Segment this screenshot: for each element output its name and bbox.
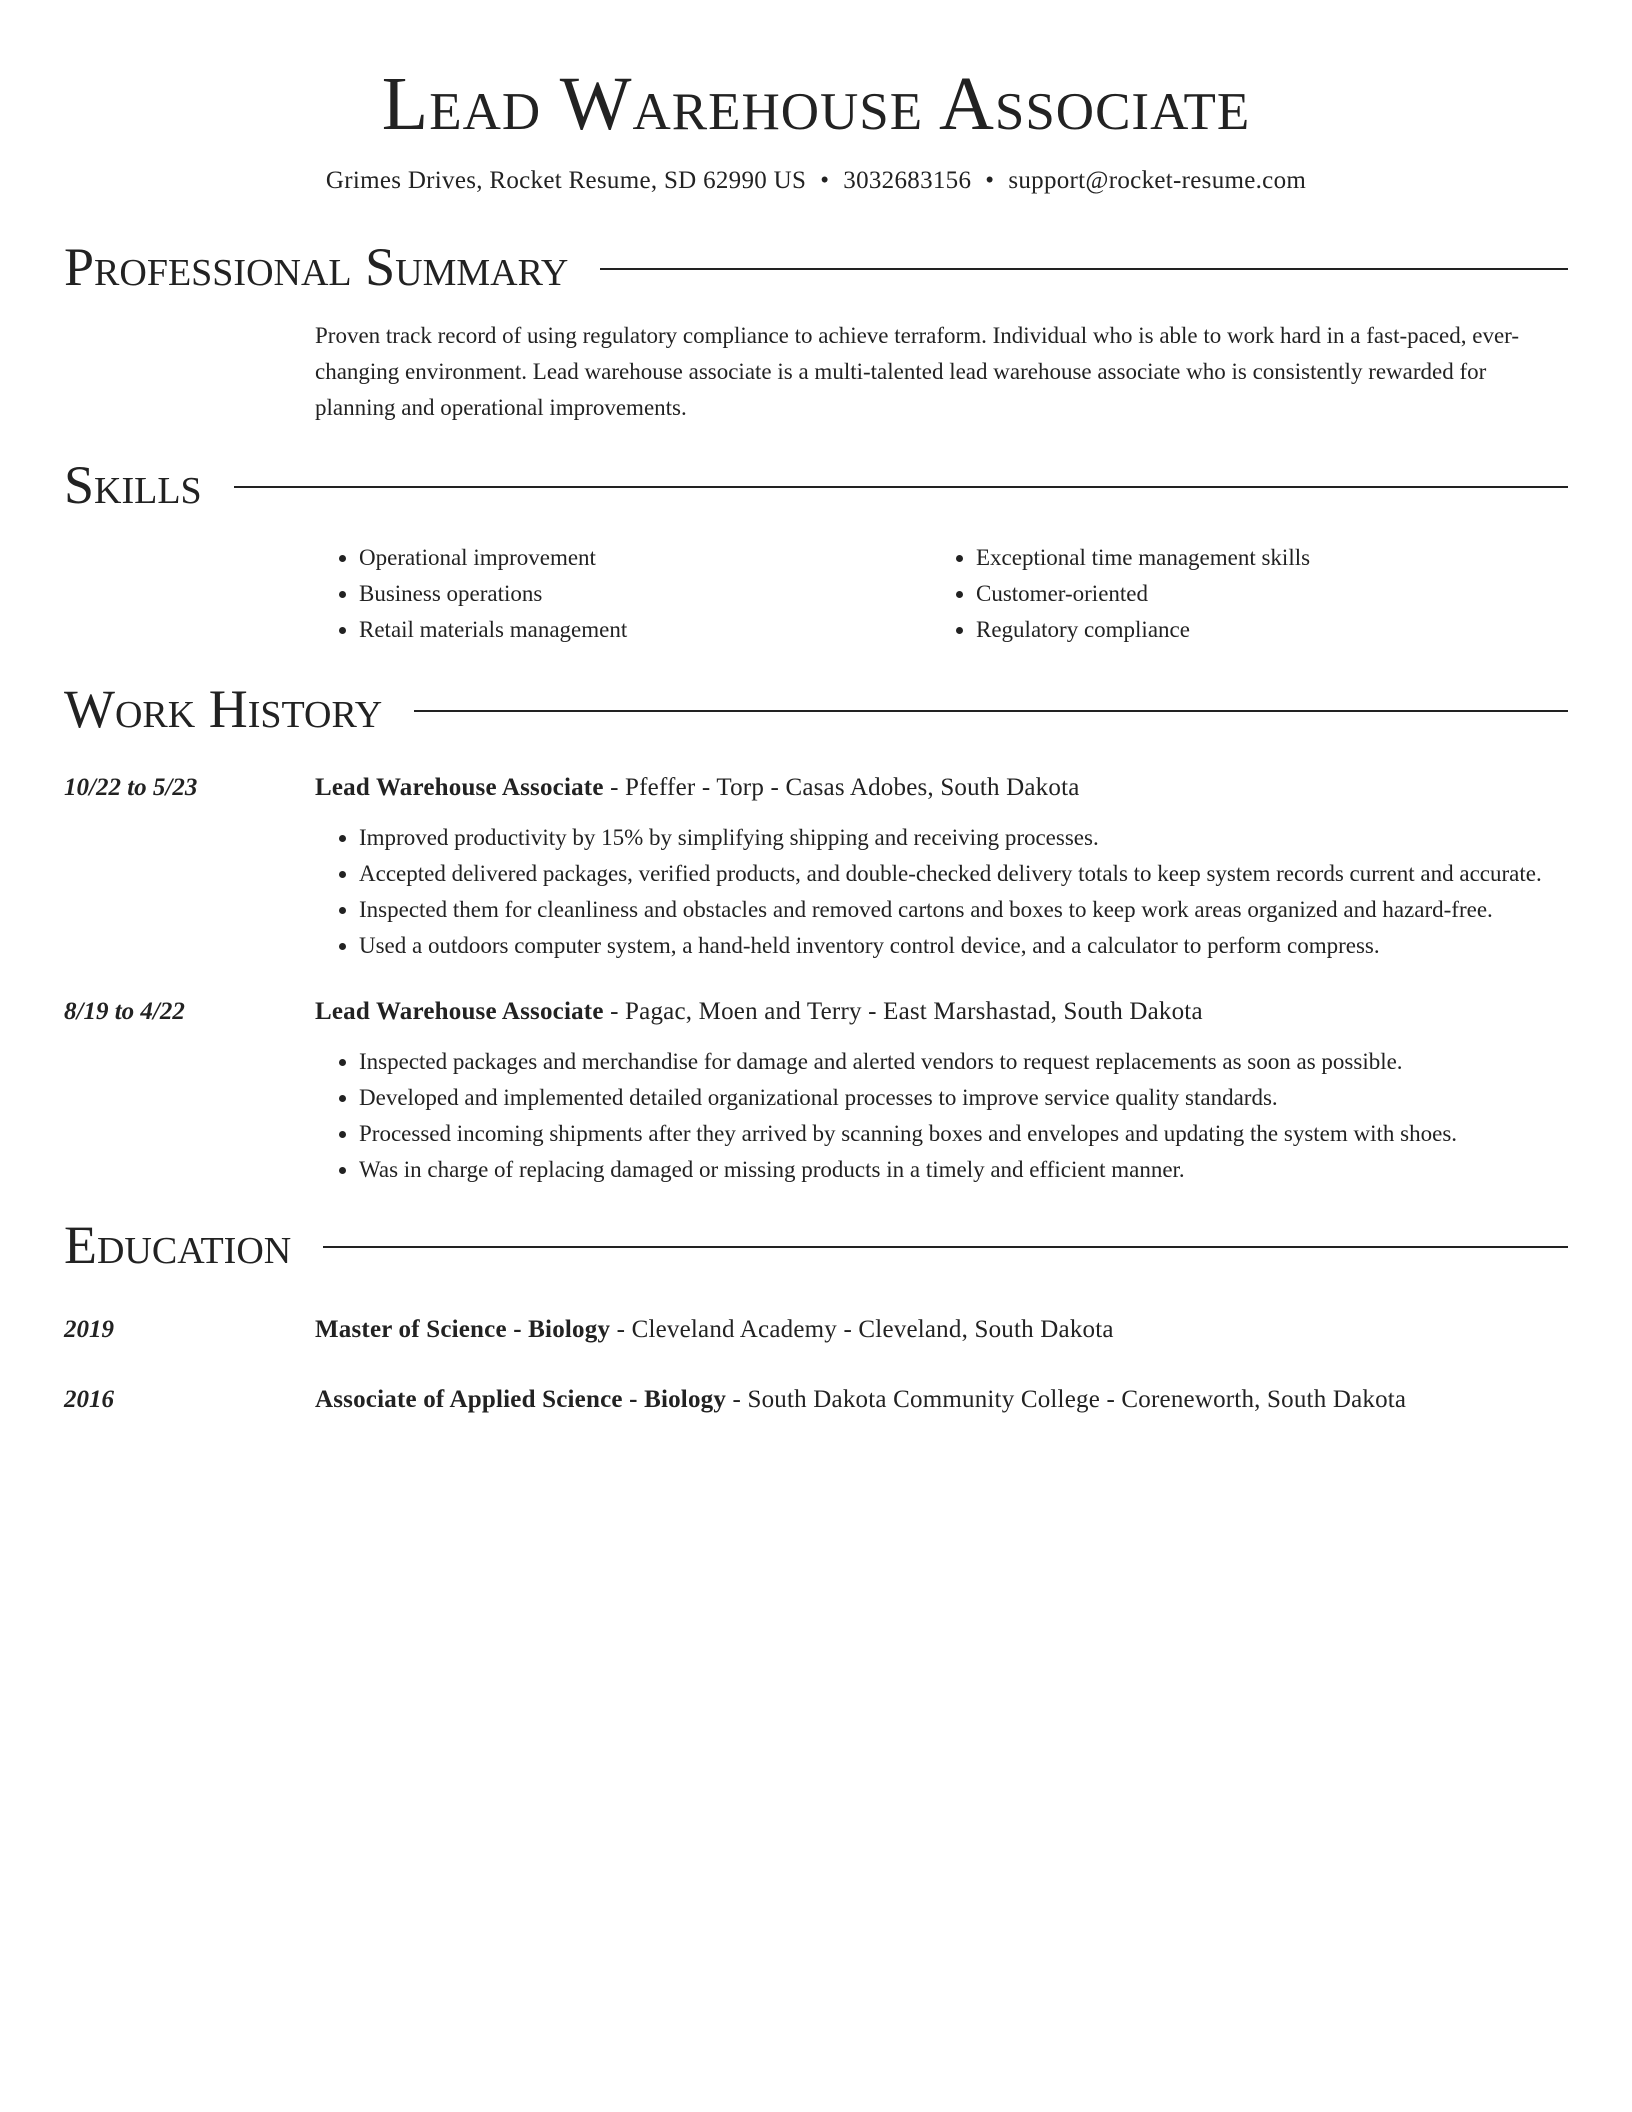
contact-phone: 3032683156 bbox=[843, 167, 972, 194]
skill-item: • Retail materials management bbox=[359, 612, 932, 648]
work-role: Lead Warehouse Associate bbox=[315, 998, 604, 1025]
work-entry bbox=[64, 774, 1568, 964]
education-degree: Master of Science - Biology bbox=[315, 1316, 611, 1343]
work-heading: Work History bbox=[64, 679, 383, 739]
summary-section-header bbox=[64, 234, 1568, 300]
summary-text: Proven track record of using regulatory compliance to achieve terraform. Individual who is able to work hard in a fast-paced, ever-changing environment. Lead warehouse associate is a multi-talented lead warehouse associate who is consistently rewarded for planning and operational improvements. bbox=[315, 323, 1520, 420]
skills-heading: Skills bbox=[64, 455, 202, 515]
contact-line bbox=[64, 164, 1568, 198]
education-year: 2019 bbox=[64, 1316, 114, 1343]
work-bullets bbox=[315, 1044, 1568, 1188]
section-divider bbox=[414, 710, 1568, 712]
education-entry bbox=[64, 1386, 1568, 1414]
education-header bbox=[315, 1316, 1114, 1344]
summary-heading: Professional Summary bbox=[64, 237, 569, 297]
work-bullet: • Inspected them for cleanliness and obstacles and removed cartons and boxes to keep work areas organized and hazard-free. bbox=[359, 892, 1568, 928]
skill-item: • Customer-oriented bbox=[976, 576, 1549, 612]
work-bullet: • Developed and implemented detailed organizational processes to improve service quality standards. bbox=[359, 1080, 1568, 1116]
work-bullets bbox=[315, 820, 1568, 964]
work-dates: 8/19 to 4/22 bbox=[64, 998, 185, 1025]
education-details: - South Dakota Community College - Coreneworth, South Dakota bbox=[726, 1386, 1407, 1413]
work-bullet: • Improved productivity by 15% by simplifying shipping and receiving processes. bbox=[359, 820, 1568, 856]
education-entry bbox=[64, 1316, 1568, 1344]
skills-list bbox=[315, 540, 1568, 648]
work-entry bbox=[64, 998, 1568, 1188]
skill-item: • Exceptional time management skills bbox=[976, 540, 1549, 576]
skills-column-right bbox=[932, 540, 1549, 648]
work-bullet: • Inspected packages and merchandise for damage and alerted vendors to request replacements as soon as possible. bbox=[359, 1044, 1568, 1080]
education-header bbox=[315, 1386, 1406, 1414]
skills-section-header bbox=[64, 452, 1568, 518]
section-divider bbox=[234, 486, 1568, 488]
work-header bbox=[315, 998, 1203, 1026]
work-bullet: • Used a outdoors computer system, a hand-held inventory control device, and a calculator to perform compress. bbox=[359, 928, 1568, 964]
education-section-header bbox=[64, 1212, 1568, 1278]
work-dates: 10/22 to 5/23 bbox=[64, 774, 198, 801]
work-details: - Pagac, Moen and Terry - East Marshastad, South Dakota bbox=[603, 998, 1203, 1025]
education-year: 2016 bbox=[64, 1386, 114, 1413]
work-bullet: • Was in charge of replacing damaged or missing products in a timely and efficient manner. bbox=[359, 1152, 1568, 1188]
education-degree: Associate of Applied Science - Biology bbox=[315, 1386, 727, 1413]
contact-email: support@rocket-resume.com bbox=[1008, 167, 1307, 194]
skill-item: • Operational improvement bbox=[359, 540, 932, 576]
education-details: - Cleveland Academy - Cleveland, South Dakota bbox=[610, 1316, 1114, 1343]
education-heading: Education bbox=[64, 1215, 292, 1275]
skill-item: • Regulatory compliance bbox=[976, 612, 1549, 648]
skill-item: • Business operations bbox=[359, 576, 932, 612]
section-divider bbox=[600, 268, 1568, 270]
work-section-header bbox=[64, 676, 1568, 742]
contact-separator: • bbox=[985, 167, 995, 194]
work-bullet: • Processed incoming shipments after they arrived by scanning boxes and envelopes and updating the system with shoes. bbox=[359, 1116, 1568, 1152]
resume-page bbox=[64, 0, 1568, 1414]
work-header bbox=[315, 774, 1080, 802]
contact-separator: • bbox=[820, 167, 830, 194]
work-bullet: • Accepted delivered packages, verified products, and double-checked delivery totals to keep system records current and accurate. bbox=[359, 856, 1568, 892]
contact-address: Grimes Drives, Rocket Resume, SD 62990 US bbox=[325, 167, 807, 194]
work-details: - Pfeffer - Torp - Casas Adobes, South Dakota bbox=[603, 774, 1080, 801]
resume-title: Lead Warehouse Associate bbox=[381, 62, 1251, 146]
work-role: Lead Warehouse Associate bbox=[315, 774, 604, 801]
skills-column-left bbox=[315, 540, 932, 648]
section-divider bbox=[323, 1246, 1568, 1248]
